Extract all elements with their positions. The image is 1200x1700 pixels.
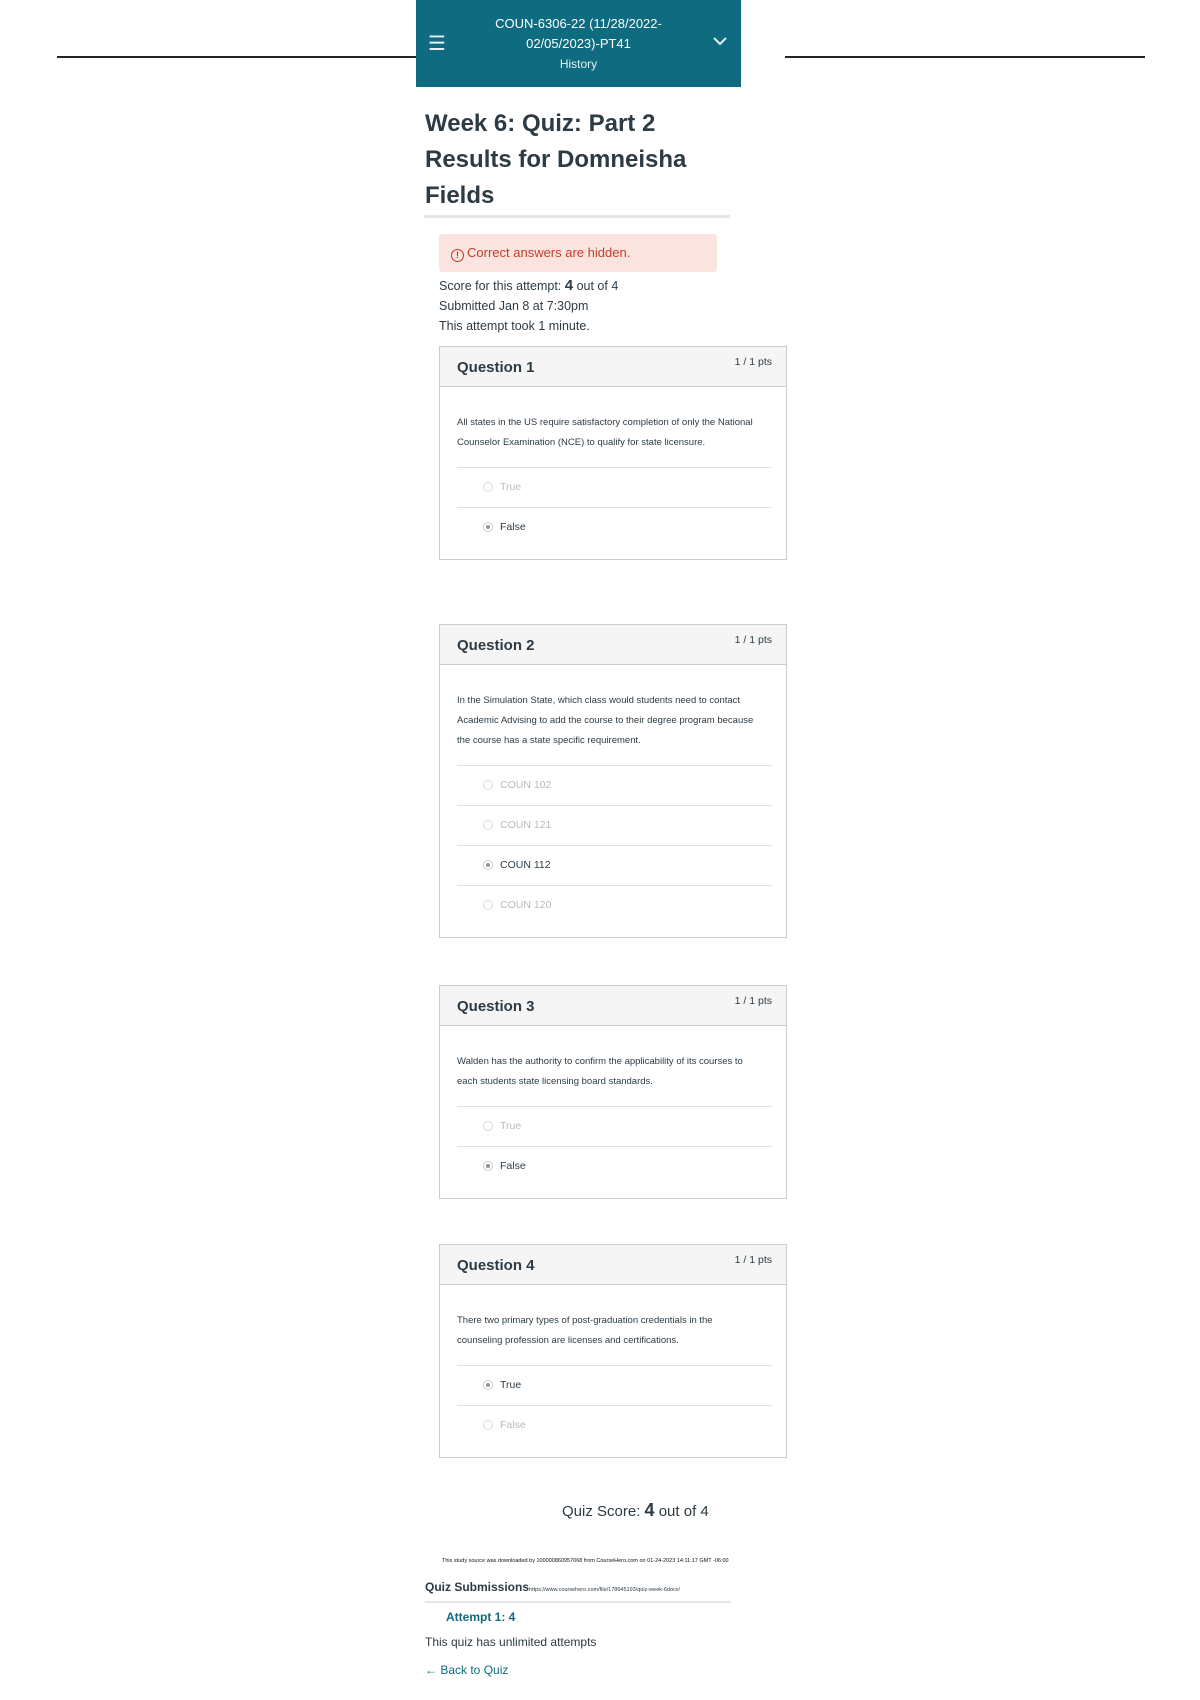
question-points: 1 / 1 pts [734,995,772,1007]
quiz-score-label: Quiz Score: [562,1503,645,1520]
page-title [425,106,745,214]
answer-option[interactable] [457,1106,772,1146]
attempt-score-value: 4 [564,277,574,294]
question-text: In the Simulation State, which class would students need to contact Academic Advising to add the course to their degree program because the course has a state specific requirement. [457,695,754,746]
quiz-score-total: out of 4 [654,1503,709,1520]
answer-option[interactable] [457,805,772,845]
quiz-score [562,1500,709,1521]
attempt-score [439,276,618,296]
question-points: 1 / 1 pts [734,634,772,646]
radio-button[interactable] [483,1121,493,1131]
radio-button[interactable] [483,820,493,830]
course-code-line2: 02/05/2023)-PT41 [526,36,631,51]
answer-label: True [500,481,522,493]
radio-button[interactable] [483,860,493,870]
answer-option-selected[interactable] [457,1365,772,1405]
question-text: There two primary types of post-graduation credentials in the counseling profession are licenses and certifications. [457,1315,713,1346]
radio-button[interactable] [483,1380,493,1390]
answer-list [457,1106,772,1186]
quiz-submissions-title: Quiz Submissions [425,1580,530,1594]
page-title-line3: Fields [425,182,495,209]
question-points: 1 / 1 pts [734,356,772,368]
radio-button[interactable] [483,780,493,790]
download-notice: This study source was downloaded by 100000860957068 from CourseHero.com on 01-24-2023 14:11:17 GMT -06:00 [442,1558,729,1564]
attempt-summary [439,276,618,336]
answer-list [457,1365,772,1445]
answer-option-selected[interactable] [457,507,772,547]
hamburger-icon[interactable]: ☰ [428,33,446,55]
answer-option-selected[interactable] [457,1146,772,1186]
answer-label: True [500,1379,522,1391]
answer-label: False [500,1419,526,1431]
quiz-submissions-heading [425,1580,680,1594]
course-header-bar [416,0,741,87]
answer-label: False [500,1160,526,1172]
answer-label: COUN 121 [500,819,552,831]
answer-option[interactable] [457,765,772,805]
radio-button[interactable] [483,900,493,910]
answer-option[interactable] [457,467,772,507]
answer-label: False [500,521,526,533]
radio-button[interactable] [483,482,493,492]
question-header [440,625,786,665]
course-subtitle: History [559,57,598,71]
answer-list [457,467,772,547]
answer-label: COUN 112 [500,859,551,871]
question-title: Question 4 [457,1257,535,1274]
question-text: Walden has the authority to confirm the applicability of its courses to each students state licensing board standards. [457,1056,743,1087]
question-header [440,1245,786,1285]
answer-label: COUN 120 [500,899,552,911]
attempt-score-total: out of 4 [573,279,619,293]
question-points: 1 / 1 pts [734,1254,772,1266]
answer-option[interactable] [457,1405,772,1445]
course-title [464,14,693,74]
info-icon: ! [451,249,464,262]
answer-label: True [500,1120,522,1132]
answer-option-selected[interactable] [457,845,772,885]
question-card-1 [439,346,787,560]
question-card-3 [439,985,787,1199]
back-to-quiz-link[interactable]: ← Back to Quiz [425,1663,509,1677]
alert-text: Correct answers are hidden. [467,245,631,260]
question-title: Question 2 [457,637,535,654]
quiz-score-value: 4 [644,1500,655,1520]
answer-option[interactable] [457,885,772,925]
page-divider-left [57,56,417,58]
question-header [440,986,786,1026]
radio-button[interactable] [483,522,493,532]
unlimited-attempts-text: This quiz has unlimited attempts [425,1635,597,1649]
attempt-1-link[interactable]: Attempt 1: 4 [446,1610,516,1624]
source-url: https://www.coursehero.com/file/178645193/quiz-week-6docx/ [529,1587,681,1593]
question-card-4 [439,1244,787,1458]
attempt-score-label: Score for this attempt: [439,279,565,293]
attempt-duration: This attempt took 1 minute. [439,319,590,333]
chevron-down-icon[interactable] [711,32,729,50]
course-code-line1: COUN-6306-22 (11/28/2022- [495,16,662,31]
page-title-line2: Results for Domneisha [425,146,687,173]
question-header [440,347,786,387]
page-divider-right [785,56,1145,58]
answer-label: COUN 102 [500,779,552,791]
question-text: All states in the US require satisfactory completion of only the National Counselor Examination (NCE) to qualify for state licensure. [457,417,753,448]
question-title: Question 1 [457,359,535,376]
attempt-submitted: Submitted Jan 8 at 7:30pm [439,299,589,313]
title-divider [424,215,730,218]
answers-hidden-alert [439,234,717,272]
question-title: Question 3 [457,998,535,1015]
radio-button[interactable] [483,1161,493,1171]
submissions-divider [425,1601,731,1603]
answer-list [457,765,772,925]
question-card-2 [439,624,787,938]
page-title-line1: Week 6: Quiz: Part 2 [425,110,656,137]
radio-button[interactable] [483,1420,493,1430]
